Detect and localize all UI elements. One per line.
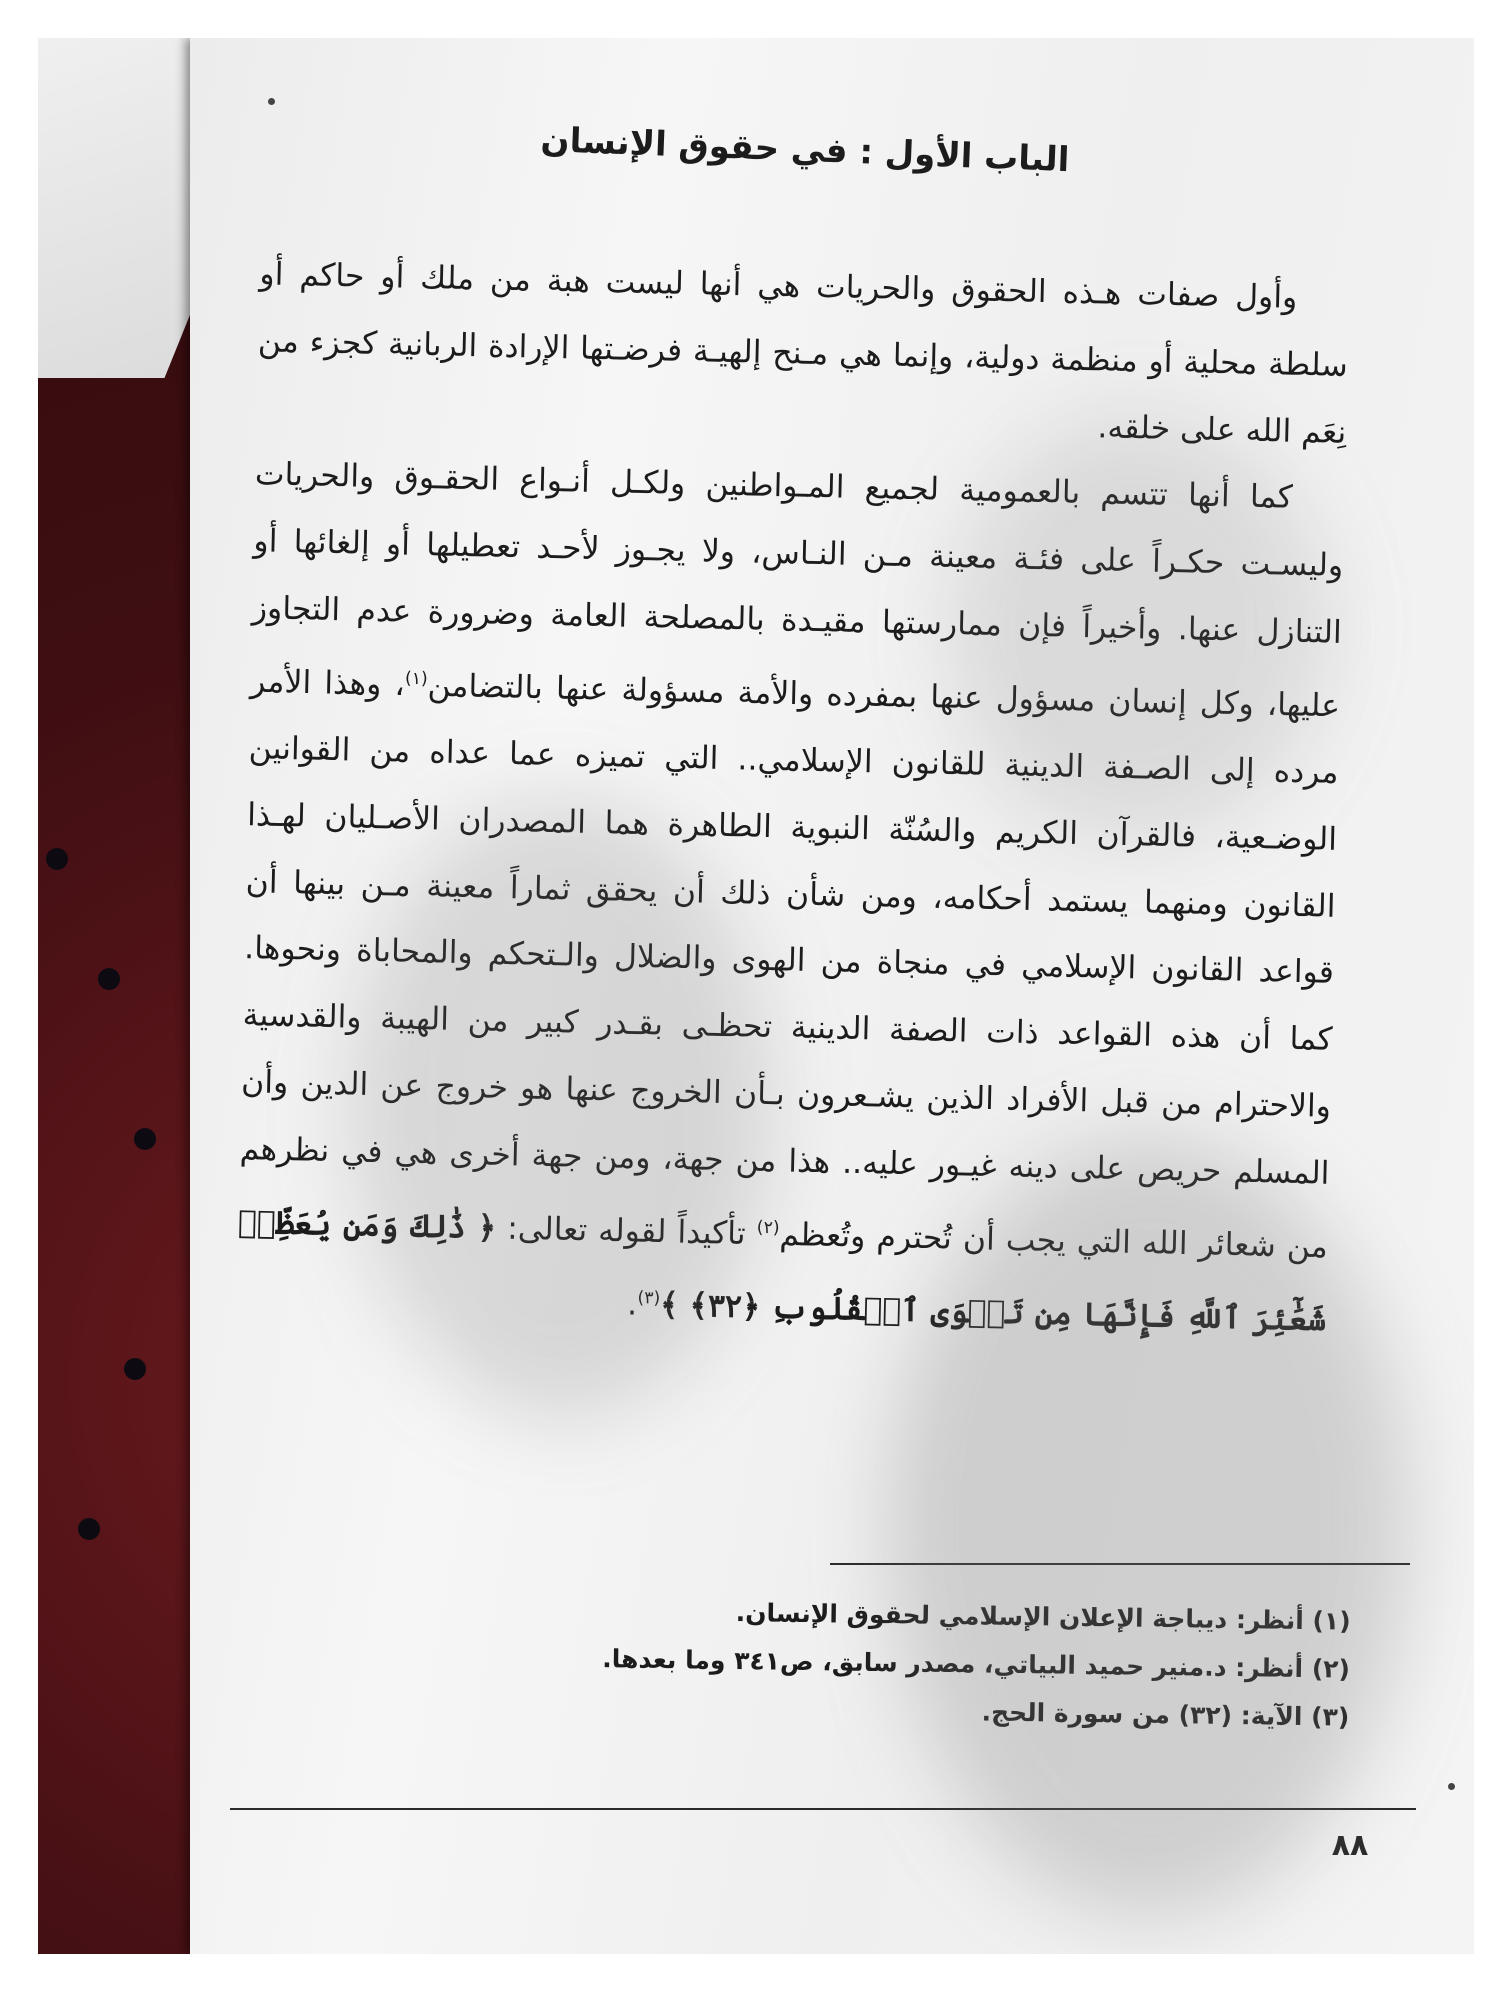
bottom-rule: [230, 1808, 1416, 1810]
paper-speck: [1448, 1783, 1455, 1790]
page-number: ٨٨: [1331, 1828, 1369, 1863]
cloth-spot: [124, 1358, 146, 1380]
footnote-3: (٣) الآية: (٣٢) من سورة الحج.: [981, 1697, 1350, 1732]
cloth-spot: [134, 1128, 156, 1150]
body-text: [236, 241, 1350, 1354]
cloth-spot: [46, 848, 68, 870]
footnote-2: (٢) أنظر: د.منير حميد البياتي، مصدر سابق، ص٣٤١ وما بعدها.: [602, 1644, 1351, 1684]
footnote-1: (١) أنظر: ديباجة الإعلان الإسلامي لحقوق الإنسان.: [735, 1598, 1351, 1636]
paragraph-2: [236, 442, 1346, 1354]
book-page: [190, 38, 1474, 1954]
paragraph-1: وأول صفات هـذه الحقوق والحريات هي أنها ليست هبة من ملك أو حاكم أو سلطة محلية أو منظمة دولية، وإنما هي مـنح إلهيـة فرضـتها الإرادة الربانية كجزء من نِعَم الله على خلقه.: [257, 256, 1349, 451]
footnote-separator: [830, 1563, 1410, 1565]
footnote-ref-2: (٢): [756, 1217, 780, 1238]
paragraph-2-text-3: تأكيداً لقوله تعالى:: [495, 1210, 758, 1252]
paragraph-2-text-1: كما أنها تتسم بالعمومية لجميع المـواطنين ولكـل أنـواع الحقـوق والحريات وليسـت حكـراً على فئـة معينة مـن النـاس، ولا يجـوز لأحـد تعطيلها أو إلغائها أو التنازل عنها. وأخيراً فإن ممارستها مقيـدة بالمصلحة العامة وضرورة عدم التجاوز عليها، وكل إنسان مسؤول عنها بمفرده والأمة مسؤولة عنها بالتضامن: [251, 456, 1344, 725]
cloth-spot: [78, 1518, 100, 1540]
paper-speck: [268, 98, 275, 105]
paragraph-2-end: .: [626, 1286, 638, 1323]
cloth-spot: [98, 968, 120, 990]
paragraph-2-text-2: ، وهذا الأمر مرده إلى الصـفة الدينية للقانون الإسلامي.. التي تميزه عما عداه من القوانين الوضـعية، فالقرآن الكريم والسُنّة النبوية الطاهرة هما المصدران الأصـليان لهـذا القانون ومنهما يستمد أحكامه، ومن شأن ذلك أن يحقق ثماراً معينة مـن بينها أن قواعد القانون الإسلامي في منجاة من الهوى والضلال والـتحكم والمحاباة ونحوها. كما أن هذه القواعد ذات الصفة الدينية تحظـى بقـدر كبير من الهيبة والقدسية والاحترام من قبل الأفراد الذين يشـعرون بـأن الخروج عنها هو خروج عن الدين وأن المسلم حريص على دينه غيـور عليه.. هذا من جهة، ومن جهة أخرى هي في نظرهم من شعائر الله التي يجب أن تُحترم وتُعظم: [239, 663, 1339, 1265]
footnote-ref-1: (١): [404, 668, 429, 689]
quran-verse: ﴿ ذَٰلِكَ وَمَن يُعَظِّمۡ شَعَٰٓئِرَ ٱللَّهِ فَإِنَّهَا مِن تَقۡوَى ٱلۡقُلُوبِ ﴿٣٢﴾ ﴾: [237, 1203, 1327, 1339]
footnotes: [259, 1582, 1351, 1741]
footnote-ref-3: (٣): [637, 1288, 661, 1309]
document-photo: [38, 38, 1474, 1954]
chapter-title: الباب الأول : في حقوق الإنسان: [539, 119, 1071, 181]
